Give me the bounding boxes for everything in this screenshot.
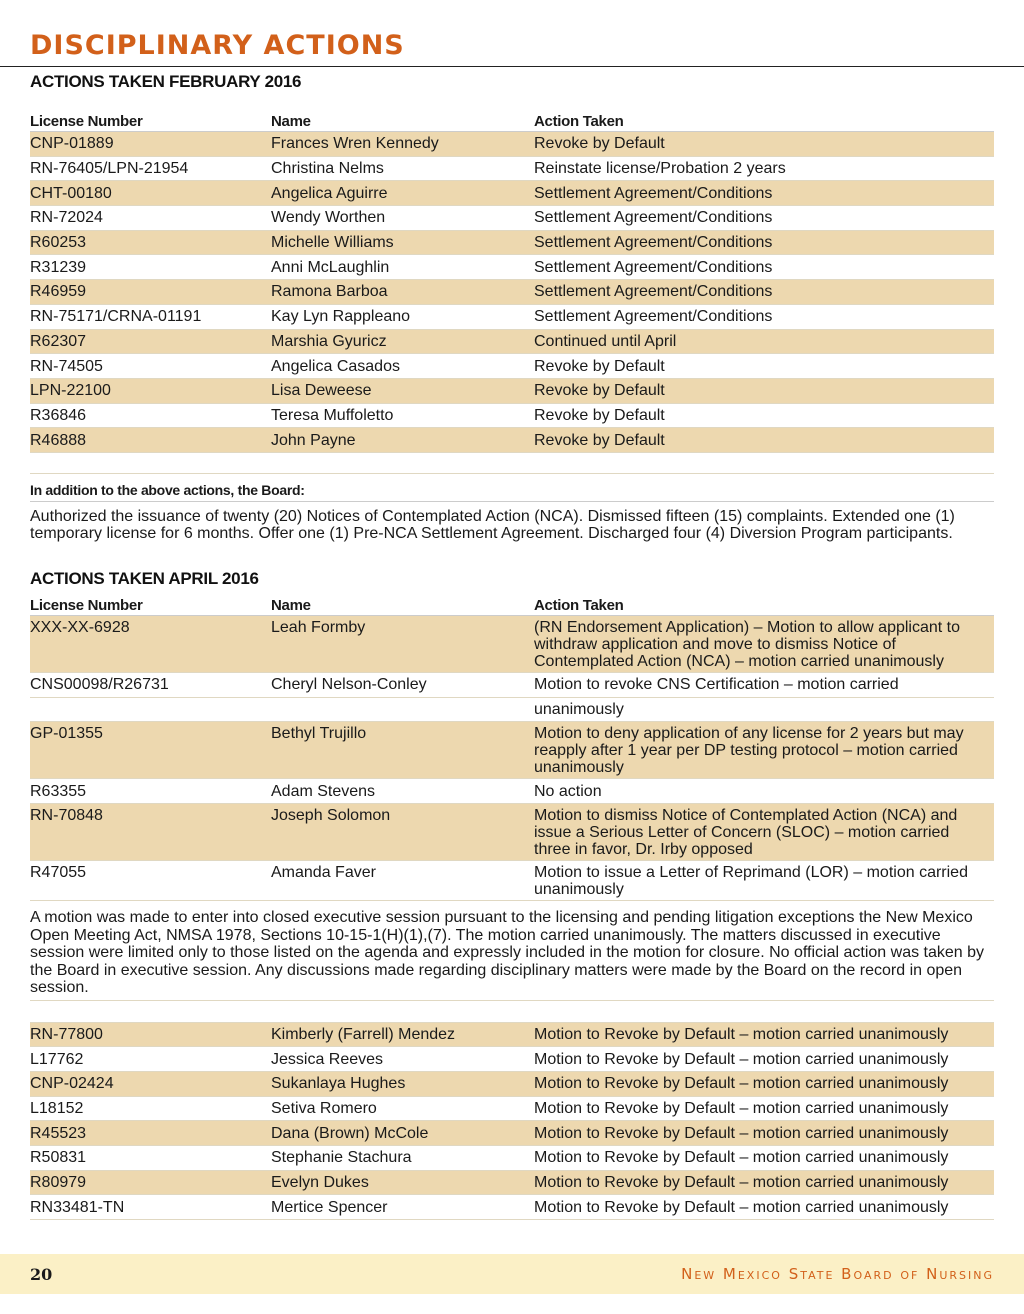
table-spacer	[30, 1001, 994, 1023]
table-row	[30, 354, 994, 379]
name-cell: Cheryl Nelson-Conley	[271, 676, 427, 694]
table-row	[30, 1023, 994, 1048]
name-column-header: Name	[271, 596, 311, 614]
name-cell: Bethyl Trujillo	[271, 725, 367, 743]
license-cell: RN-72024	[30, 209, 103, 227]
action-cell: No action	[534, 782, 602, 800]
organization-name: New Mexico State Board of Nursing	[681, 1265, 994, 1283]
table-row	[30, 1195, 994, 1220]
license-cell: R46959	[30, 283, 87, 301]
license-cell: R62307	[30, 332, 87, 350]
table-row	[30, 861, 994, 901]
license-cell: R46888	[30, 431, 87, 449]
action-cell: Motion to Revoke by Default – motion carried unanimously	[534, 1124, 949, 1142]
table-row	[30, 1072, 994, 1097]
license-cell: R63355	[30, 782, 87, 800]
table-row	[30, 779, 994, 804]
action-cell: Settlement Agreement/Conditions	[534, 209, 773, 227]
action-cell: Settlement Agreement/Conditions	[534, 184, 773, 202]
table-spacer	[30, 453, 994, 474]
license-cell: R47055	[30, 864, 87, 881]
feb-heading: ACTIONS TAKEN FEBRUARY 2016	[30, 72, 302, 91]
table-row	[30, 280, 994, 305]
name-cell: John Payne	[271, 431, 356, 449]
license-cell: RN-76405/LPN-21954	[30, 160, 189, 178]
title-divider	[0, 66, 1024, 67]
name-cell: Stephanie Stachura	[271, 1149, 412, 1167]
name-cell: Setiva Romero	[271, 1099, 377, 1117]
license-cell: R50831	[30, 1149, 87, 1167]
action-cell: Revoke by Default	[534, 431, 665, 449]
name-cell: Adam Stevens	[271, 782, 376, 800]
license-cell: RN-75171/CRNA-01191	[30, 308, 202, 326]
action-cell: Motion to Revoke by Default – motion carried unanimously	[534, 1149, 949, 1167]
board-summary-text: Authorized the issuance of twenty (20) Notices of Contemplated Action (NCA). Dismissed fifteen (15) complaints. Extended one (1) temporary license for 6 months. Offer one (1) Pre-NCA Settlement Agreement. Discharged four (4) Diversion Program participants.	[30, 507, 955, 543]
license-cell: R80979	[30, 1173, 87, 1191]
action-column-header: Action Taken	[534, 596, 624, 614]
name-cell: Christina Nelms	[271, 160, 384, 178]
feb-table-header	[30, 107, 994, 132]
table-row	[30, 305, 994, 330]
action-cell: Motion to Revoke by Default – motion carried unanimously	[534, 1099, 949, 1117]
table-row	[30, 673, 994, 698]
name-cell: Amanda Faver	[271, 864, 376, 881]
name-cell: Kimberly (Farrell) Mendez	[271, 1025, 456, 1043]
table-row	[30, 379, 994, 404]
action-cell: Motion to Revoke by Default – motion carried unanimously	[534, 1075, 949, 1093]
license-cell: RN33481-TN	[30, 1198, 125, 1216]
action-cell: unanimously	[534, 700, 624, 718]
name-cell: Teresa Muffoletto	[271, 406, 394, 424]
action-cell: Motion to issue a Letter of Reprimand (LOR) – motion carried unanimously	[534, 864, 968, 898]
action-cell: Motion to Revoke by Default – motion carried unanimously	[534, 1050, 949, 1068]
table-row	[30, 181, 994, 206]
name-cell: Ramona Barboa	[271, 283, 388, 301]
license-cell: RN-74505	[30, 357, 103, 375]
name-cell: Dana (Brown) McCole	[271, 1124, 429, 1142]
action-cell: Revoke by Default	[534, 135, 665, 153]
table-row	[30, 330, 994, 355]
table-row	[30, 157, 994, 182]
name-cell: Leah Formby	[271, 618, 366, 636]
license-cell: RN-77800	[30, 1025, 103, 1043]
table-row	[30, 616, 994, 673]
license-cell: GP-01355	[30, 725, 103, 743]
action-cell: Motion to dismiss Notice of Contemplated Action (NCA) and issue a Serious Letter of Concern (SLOC) – motion carried three in favor, Dr. Irby opposed	[534, 807, 958, 858]
board-summary-heading: In addition to the above actions, the Board:	[30, 482, 994, 502]
license-cell: L17762	[30, 1050, 84, 1068]
table-row	[30, 255, 994, 280]
page-footer	[0, 1254, 1024, 1294]
table-row	[30, 804, 994, 861]
name-cell: Evelyn Dukes	[271, 1173, 369, 1191]
action-cell: Motion to Revoke by Default – motion carried unanimously	[534, 1025, 949, 1043]
name-cell: Angelica Casados	[271, 357, 400, 375]
action-cell: Settlement Agreement/Conditions	[534, 308, 773, 326]
name-column-header: Name	[271, 113, 311, 130]
name-cell: Frances Wren Kennedy	[271, 135, 439, 153]
name-cell: Wendy Worthen	[271, 209, 386, 227]
table-row	[30, 1121, 994, 1146]
table-row	[30, 1171, 994, 1196]
license-cell: R36846	[30, 406, 87, 424]
name-cell: Sukanlaya Hughes	[271, 1075, 406, 1093]
name-cell: Michelle Williams	[271, 234, 394, 252]
action-cell: Settlement Agreement/Conditions	[534, 283, 773, 301]
license-cell: R60253	[30, 234, 87, 252]
license-cell: CHT-00180	[30, 184, 112, 202]
name-cell: Anni McLaughlin	[271, 258, 390, 276]
table-row	[30, 722, 994, 779]
name-cell: Lisa Deweese	[271, 382, 372, 400]
action-cell: Revoke by Default	[534, 382, 665, 400]
action-cell: Motion to Revoke by Default – motion carried unanimously	[534, 1173, 949, 1191]
table-row	[30, 231, 994, 256]
content	[30, 70, 994, 1220]
action-cell: Continued until April	[534, 332, 677, 350]
license-column-header: License Number	[30, 596, 143, 614]
table-row	[30, 404, 994, 429]
license-cell: CNS00098/R26731	[30, 676, 169, 694]
license-cell: R31239	[30, 258, 87, 276]
table-row	[30, 1047, 994, 1072]
action-cell: Motion to revoke CNS Certification – motion carried	[534, 676, 899, 694]
apr-table-header	[30, 591, 994, 616]
action-cell: Motion to Revoke by Default – motion carried unanimously	[534, 1198, 949, 1216]
license-cell: LPN-22100	[30, 382, 111, 400]
license-cell: L18152	[30, 1099, 84, 1117]
table-row	[30, 1097, 994, 1122]
action-cell: Settlement Agreement/Conditions	[534, 234, 773, 252]
action-cell: Settlement Agreement/Conditions	[534, 258, 773, 276]
action-cell: (RN Endorsement Application) – Motion to allow applicant to withdraw application and move to dismiss Notice of Contemplated Action (NCA) – motion carried unanimously	[534, 618, 960, 670]
apr-heading: ACTIONS TAKEN APRIL 2016	[30, 568, 259, 588]
table-row	[30, 698, 994, 723]
action-cell: Revoke by Default	[534, 357, 665, 375]
name-cell: Angelica Aguirre	[271, 184, 388, 202]
table-row	[30, 428, 994, 453]
license-cell: RN-70848	[30, 807, 103, 824]
page-title: DISCIPLINARY ACTIONS	[30, 30, 405, 61]
license-cell: R45523	[30, 1124, 87, 1142]
action-cell: Reinstate license/Probation 2 years	[534, 160, 786, 178]
license-cell: XXX-XX-6928	[30, 618, 130, 636]
name-cell: Mertice Spencer	[271, 1198, 388, 1216]
license-column-header: License Number	[30, 113, 143, 130]
action-column-header: Action Taken	[534, 113, 624, 130]
page-number: 20	[30, 1264, 53, 1284]
action-cell: Motion to deny application of any license for 2 years but may reapply after 1 year per DP testing protocol – motion carried unanimously	[534, 725, 964, 777]
name-cell: Jessica Reeves	[271, 1050, 384, 1068]
table-row	[30, 206, 994, 231]
table-row	[30, 132, 994, 157]
license-cell: CNP-02424	[30, 1075, 114, 1093]
name-cell: Kay Lyn Rappleano	[271, 308, 411, 326]
table-row	[30, 1146, 994, 1171]
name-cell: Marshia Gyuricz	[271, 332, 387, 350]
name-cell: Joseph Solomon	[271, 807, 391, 824]
license-cell: CNP-01889	[30, 135, 114, 153]
action-cell: Revoke by Default	[534, 406, 665, 424]
executive-session-text: A motion was made to enter into closed executive session pursuant to the licensing and pending litigation exceptions the New Mexico Open Meeting Act, NMSA 1978, Sections 10-15-1(H)(1),(7). The motion carried unanimously. The matters discussed in executive session were limited only to those listed on the agenda and expressly included in the motion for closure. No official action was taken by the Board in executive session. Any discussions made regarding disciplinary matters were made by the Board on the record in open session.	[30, 909, 994, 1001]
